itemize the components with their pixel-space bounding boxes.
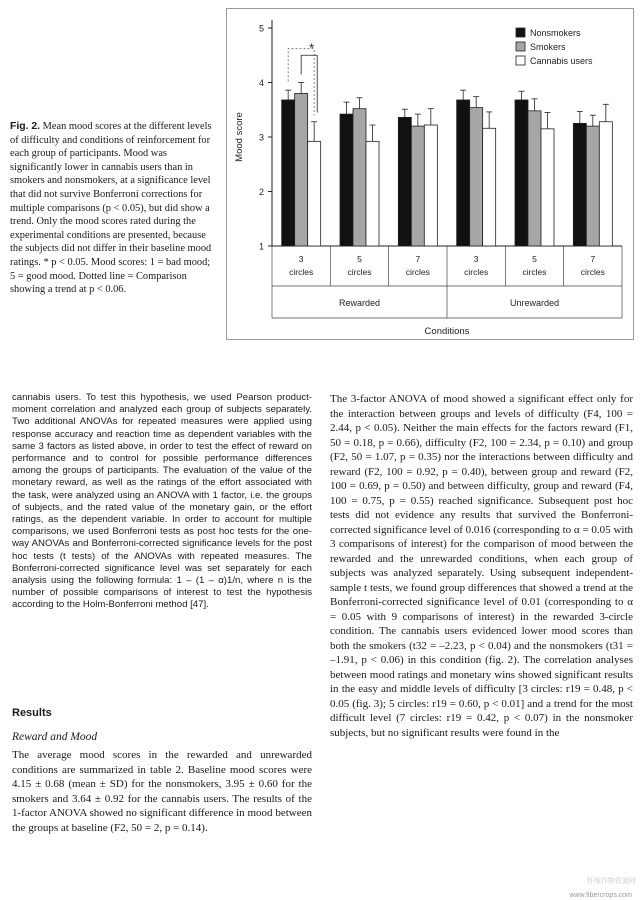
watermark-url: www.fibercrops.com (569, 892, 632, 899)
bar-nonsmokers (457, 100, 470, 246)
right-column-text (330, 392, 633, 740)
y-tick-label: 5 (258, 23, 264, 34)
legend-swatch (516, 42, 525, 51)
x-tick-label-unit: circles (347, 267, 372, 277)
x-tick-label-unit: circles (289, 267, 314, 277)
right-column-paragraph: The 3-factor ANOVA of mood showed a significant effect only for the interaction between groups and levels of difficulty (F4, 100 = 2.44, p < 0.05). Neither the main effects for the factors reward (F1, 50 = 0.18, p = 0.66), difficulty (F2, 100 = 2.34, p = 0.10) and group (F2, 50 = 1.07, p = 0.35) nor the interactions between difficulty and reward (F2, 100 = 0.92, p = 0.40), between group and reward (F2, 100 = 0.69, p = 0.50) and between difficulty, group and reward (F4, 100 = 0.75, p = 0.55) reached significance. Subsequent post hoc tests did not evidence any results that survived the Bonferroni-corrected significance level of 0.016 (corresponding to α = 0.05 with 3 comparisons of interest) for the comparison of mood between the rewarded and the unrewarded conditions, when each group of subjects was analyzed separately. Using subsequent independent-sample t tests, we found group differences that showed a trend at the Bonferroni-corrected significance level of 0.01 (corresponding to α = 0.05 with 9 comparisons of interest) in the rewarded 3-circle condition. The cannabis users evidenced lower mood scores than both the smokers (t32 = –2.23, p < 0.04) and the nonsmokers (t31 = –1.91, p < 0.06) in this condition (fig. 2). The correlation analyses between mood ratings and monetary wins showed significant results in the easy and middle levels of difficulty [3 circles: r19 = 0.48, p < 0.05 (fig. 3); 5 circles: r19 = 0.60, p < 0.01] and a trend for the most difficult level (7 circles: r19 = 0.42, p < 0.07) in the nonsmoker subjects, but no significant results were found in the (330, 393, 633, 739)
figure-caption (10, 120, 215, 297)
bar-smokers (295, 93, 308, 246)
left-column-paragraph: cannabis users. To test this hypothesis, we used Pearson product-moment correlation and analyzed each group of subjects separately. Two additional ANOVAs for repeated measures were applied using response accuracy and reaction time as dependent variables with the same 3 factors as listed above, in order to test the effect of reward on performance and to control for possible performance differences among the groups of participants. The evaluation of the value of the monetary reward, as well as the ratings of the effort associated with the task, were analyzed using an ANOVA with 1 factor, i.e. the groups of subjects, and the rated value of the monetary gain, or the effort ratings, as the dependent variable. In order to account for multiple comparisons, we used Bonferroni tests as post hoc tests for the one-way ANOVAs and Bonferroni-corrected significance levels for the post hoc tests (t tests) of the ANOVAs with repeated measures. The Bonferroni-corrected significance level was set separately for each analysis using the following formula: 1 – (1 – α)1/n, where n is the number of possible comparisons of interest to test the hypothesis according to the Holm-Bonferroni method [47]. (12, 392, 312, 611)
bar-smokers (586, 126, 599, 246)
watermark-cjk: 纤维作物资源网 (587, 878, 636, 885)
x-tick-label-number: 7 (415, 254, 421, 264)
figure-caption-text: Mean mood scores at the different levels of difficulty and conditions of reinforcement for each group of participants. Mood was significantly lower in cannabis users than in smokers and nonsmokers, at a significance level that did not survive Bonferroni corrections for multiple comparisons (p < 0.05), but did show a trend. Only the mood scores rated during the experimental conditions are presented, because the subjects did not differ in their baseline mood ratings. * p < 0.05. Mood scores: 1 = bad mood; 5 = good mood. Dotted line = Comparison showing a trend at p < 0.06. (10, 121, 212, 296)
significance-asterisk: * (309, 40, 315, 56)
bar-smokers (528, 111, 541, 246)
bar-smokers (411, 126, 424, 246)
y-tick-label: 4 (258, 78, 264, 88)
legend-swatch (516, 28, 525, 37)
bar-smokers (353, 109, 366, 246)
group-label: Unrewarded (509, 298, 560, 308)
bar-cannabis-users (541, 129, 554, 246)
x-tick-label-number: 5 (357, 254, 362, 264)
reward-mood-subheading: Reward and Mood (12, 731, 98, 743)
x-tick-label-unit: circles (580, 267, 605, 277)
x-tick-label-number: 5 (532, 254, 537, 264)
y-axis-label: Mood score (234, 112, 245, 162)
figure-label: Fig. 2. (10, 121, 41, 132)
left-column-text (12, 392, 312, 612)
x-tick-label-number: 3 (473, 254, 479, 264)
y-tick-label: 1 (258, 241, 264, 252)
bar-cannabis-users (424, 125, 437, 246)
y-tick-label: 3 (258, 132, 264, 143)
bar-smokers (470, 108, 483, 246)
x-axis-label: Conditions (424, 326, 470, 337)
bar-cannabis-users (308, 141, 321, 246)
legend-swatch (516, 56, 525, 65)
x-tick-label-number: 3 (298, 254, 304, 264)
group-label: Rewarded (338, 298, 381, 308)
x-tick-label-unit: circles (522, 267, 547, 277)
results-heading: Results (12, 707, 52, 719)
chart-svg (226, 8, 634, 340)
bar-nonsmokers (398, 117, 411, 246)
legend-label: Nonsmokers (530, 28, 581, 38)
legend-label: Cannabis users (530, 56, 593, 66)
mood-bar-chart (226, 8, 634, 340)
bar-nonsmokers (282, 100, 295, 246)
legend-label: Smokers (530, 42, 566, 52)
x-tick-label-unit: circles (405, 267, 430, 277)
bar-cannabis-users (483, 128, 496, 246)
bar-nonsmokers (515, 100, 528, 246)
y-tick-label: 2 (258, 187, 264, 197)
bar-cannabis-users (599, 122, 612, 246)
x-tick-label-number: 7 (590, 254, 596, 264)
bar-cannabis-users (366, 141, 379, 246)
bar-nonsmokers (340, 114, 353, 246)
x-tick-label-unit: circles (464, 267, 489, 277)
bar-nonsmokers (573, 123, 586, 246)
results-paragraph: The average mood scores in the rewarded and unrewarded conditions are summarized in table 2. Baseline mood scores were 4.15 ± 0.68 (mean ± SD) for the nonsmokers, 3.95 ± 0.60 for the smokers and 3.64 ± 0.92 for the cannabis users. The results of the 1-factor ANOVA showed no significant difference in mood between the groups at baseline (F2, 50 = 2, p = 0.14). (12, 749, 312, 834)
